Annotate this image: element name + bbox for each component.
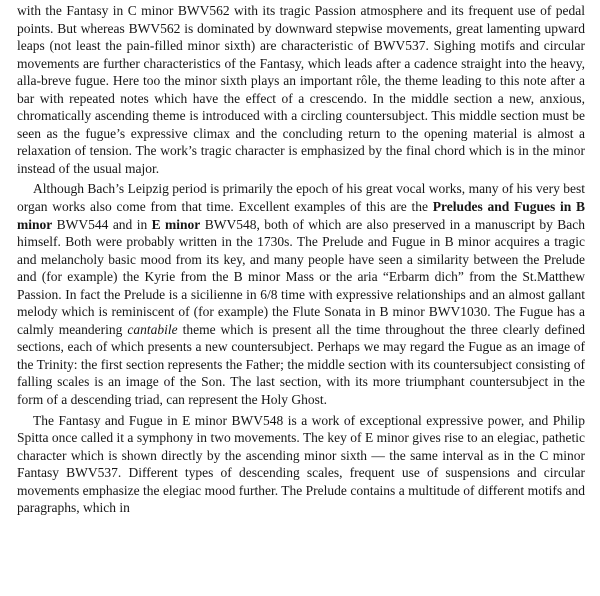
bold-title-b-minor: Preludes and Fugues in B minor	[17, 199, 585, 232]
paragraph-2-text-c: BWV548, both of which are also preserved in a manuscript by Bach himself. Both were probably written in the 1730s. The Prelude and Fugue in B minor acquires a tragic and melancholy basic mood from its key, and many people have seen a similarity between the Prelude and (for example) the Kyrie from the B minor Mass or the aria “Erbarm dich” from the St.Matthew Passion. In fact the Prelude is a sicilienne in 6/8 time with expressive relationships and an almost gallant melody which is reminiscent of (for example) the Flute Sonata in B minor BWV1030. The Fugue has a calmly meandering	[17, 216, 585, 337]
paragraph-1: with the Fantasy in C minor BWV562 with its tragic Passion atmosphere and its frequent use of pedal points. But whereas BWV562 is dominated by downward stepwise movements, great lamenting upward leaps (not least the pain-filled minor sixth) are characteristic of BWV537. Sighing motifs and circular movements are further characteristics of the Fantasy, which leads after a cadence straight into the heavy, alla-breve fugue. Here too the minor sixth plays an important rôle, the theme leading to this note after a bar with repeated notes which have the effect of a crescendo. In the middle section a new, anxious, chromatically ascending theme is introduced with a circling countersubject. This middle section must be seen as the fugue’s expressive climax and the concluding return to the opening material is almost a relaxation of tension. The work’s tragic character is emphasized by the final chord which is in the minor instead of the usual major.	[17, 3, 585, 176]
italic-cantabile: cantabile	[127, 321, 178, 337]
paragraph-3: The Fantasy and Fugue in E minor BWV548 is a work of exceptional expressive power, and Philip Spitta once called it a symphony in two movements. The key of E minor gives rise to an elegiac, pathetic character which is shown directly by the ascending minor sixth — the same interval as in the C minor Fantasy BWV537. Different types of descending scales, frequent use of suspensions and circular movements emphasize the elegiac mood further. The Prelude contains a multitude of different motifs and paragraphs, which in	[17, 412, 585, 516]
paragraph-2	[17, 180, 585, 408]
paragraph-2-text-a: Although Bach’s Leipzig period is primarily the epoch of his great vocal works, many of his very best organ works also come from that time. Excellent examples of this are the	[17, 181, 585, 215]
document-page	[17, 2, 585, 517]
bold-title-e-minor: E minor	[151, 216, 201, 232]
paragraph-2-text-b: BWV544 and in	[52, 216, 152, 232]
paragraph-2-text-d: theme which is present all the time throughout the three clearly defined sections, each of which presents a new countersubject. Perhaps we may regard the Fugue as an image of the Trinity: the first section represents the Father; the middle section with its countersubject consisting of falling scales is an image of the Son. The last section, with its more triumphant countersubject in the form of a descending triad, can represent the Holy Ghost.	[17, 321, 585, 408]
